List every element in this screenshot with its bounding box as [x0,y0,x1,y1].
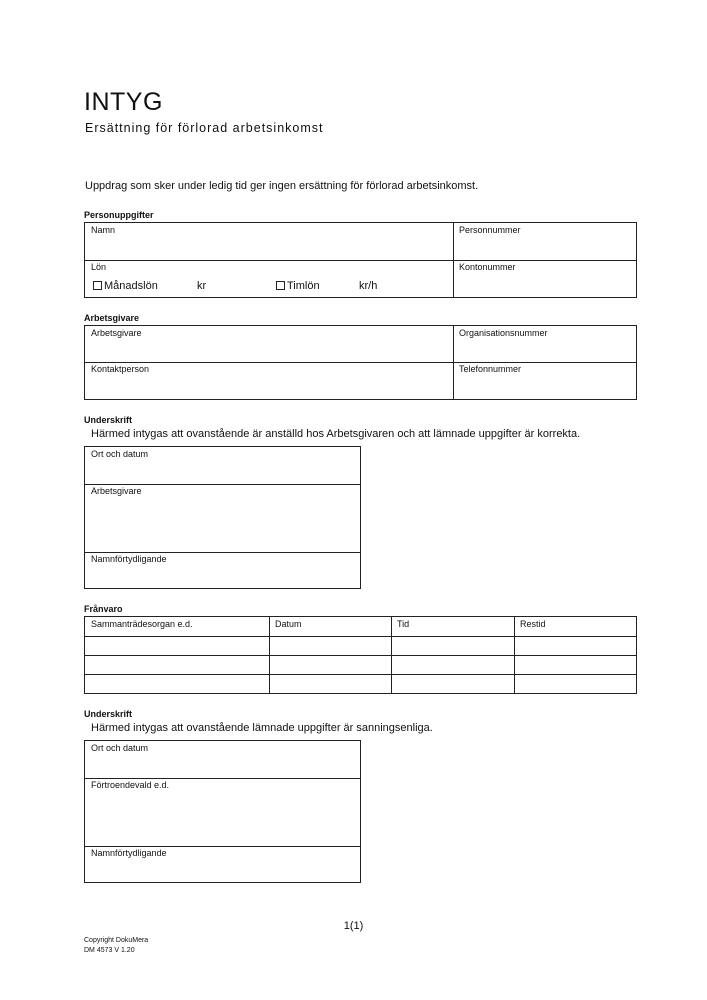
monthly-salary-option[interactable] [93,280,158,292]
section-heading-signature-employer: Underskrift [84,415,133,425]
monthly-salary-label: Månadslön [104,280,158,292]
elected-signature-box [84,740,361,883]
hourly-salary-label: Timlön [287,280,320,292]
section-heading-personal: Personuppgifter [84,210,154,220]
place-date-label: Ort och datum [91,449,149,459]
personal-info-box [84,222,637,298]
name-clarification-label: Namnförtydligande [91,848,167,858]
page-subtitle: Ersättning för förlorad arbetsinkomst [85,121,324,135]
elected-statement: Härmed intygas att ovanstående lämnade uppgifter är sanningsenliga. [91,722,433,734]
name-clarification-label: Namnförtydligande [91,554,167,564]
hourly-salary-unit: kr/h [359,280,378,292]
phone-label: Telefonnummer [459,364,522,374]
monthly-salary-unit: kr [197,280,207,292]
salary-label: Lön [91,262,107,272]
employer-name-field[interactable] [85,326,453,362]
kontonummer-field[interactable] [453,260,636,297]
document-version: DM 4573 V 1.20 [84,947,135,954]
table-row[interactable] [85,674,636,693]
phone-field[interactable] [453,362,636,399]
employer-name-label: Arbetsgivare [91,328,142,338]
contact-person-label: Kontaktperson [91,364,150,374]
copyright-text: Copyright DokuMera [84,937,149,944]
contact-person-field[interactable] [85,362,453,399]
section-heading-employer: Arbetsgivare [84,313,140,323]
name-clarification-field[interactable] [85,552,360,588]
section-heading-absence: Frånvaro [84,604,123,614]
org-number-field[interactable] [453,326,636,362]
elected-signature-field[interactable] [85,778,360,846]
page-number: 1(1) [343,920,364,932]
monthly-salary-checkbox[interactable] [93,281,102,290]
personnummer-label: Personnummer [459,225,521,235]
hourly-salary-checkbox[interactable] [276,281,285,290]
place-date-field[interactable] [85,741,360,778]
name-label: Namn [91,225,116,235]
table-row[interactable] [85,636,636,655]
intro-text: Uppdrag som sker under ledig tid ger ingen ersättning för förlorad arbetsinkomst. [85,180,479,192]
personnummer-field[interactable] [453,223,636,260]
employer-signature-box [84,446,361,589]
employer-signature-field[interactable] [85,484,360,552]
employer-signature-label: Arbetsgivare [91,486,142,496]
place-date-label: Ort och datum [91,743,149,753]
place-date-field[interactable] [85,447,360,484]
elected-signature-label: Förtroendevald e.d. [91,780,170,790]
org-number-label: Organisationsnummer [459,328,548,338]
column-header: Restid [520,619,546,629]
column-header: Tid [397,619,410,629]
name-clarification-field[interactable] [85,846,360,882]
hourly-salary-option[interactable] [276,280,320,292]
employer-info-box [84,325,637,400]
table-row[interactable] [85,655,636,674]
column-header: Datum [275,619,302,629]
column-header: Sammanträdesorgan e.d. [91,619,193,629]
kontonummer-label: Kontonummer [459,262,516,272]
absence-table [84,616,637,694]
section-heading-signature-elected: Underskrift [84,709,133,719]
name-field[interactable] [85,223,453,260]
page-title: INTYG [84,88,163,116]
employer-statement: Härmed intygas att ovanstående är anställd hos Arbetsgivaren och att lämnade uppgifter är korrekta. [91,428,581,440]
